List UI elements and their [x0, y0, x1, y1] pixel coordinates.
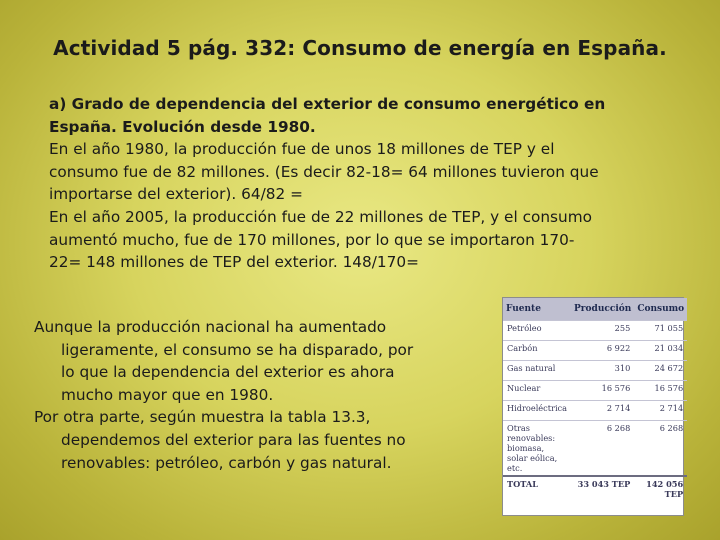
- text-line: dependemos del exterior para las fuentes no: [61, 430, 406, 449]
- table-row: [503, 381, 687, 401]
- table-total-row: [503, 476, 687, 509]
- conclusion-text: [34, 316, 474, 474]
- header-fuente: Fuente: [503, 298, 571, 321]
- cell-produccion: 6 268: [571, 421, 634, 477]
- text-line: En el año 2005, la producción fue de 22 millones de TEP, y el consumo: [49, 207, 592, 226]
- table-row: [503, 421, 687, 477]
- paragraph-1980: [49, 138, 699, 206]
- text-line: 22= 148 millones de TEP del exterior. 148/170=: [49, 253, 419, 272]
- paragraph-2005: [49, 206, 699, 274]
- text-line: mucho mayor que en 1980.: [61, 385, 274, 404]
- text-line: ligeramente, el consumo se ha disparado, por: [61, 340, 414, 359]
- energy-table: [502, 297, 684, 516]
- table-row: [503, 341, 687, 361]
- text-line: renovables: petróleo, carbón y gas natural.: [61, 453, 392, 472]
- cell-produccion: 310: [571, 361, 634, 381]
- cell-consumo: 16 576: [634, 381, 687, 401]
- table-row: [503, 321, 687, 341]
- header-consumo: Consumo: [634, 298, 687, 321]
- cell-consumo: 21 034: [634, 341, 687, 361]
- section-a-heading: [49, 93, 699, 138]
- text-line: En el año 1980, la producción fue de unos 18 millones de TEP y el: [49, 140, 555, 159]
- cell-fuente: Petróleo: [503, 321, 571, 341]
- cell-consumo: 6 268: [634, 421, 687, 477]
- cell-produccion: 16 576: [571, 381, 634, 401]
- cell-fuente: Nuclear: [503, 381, 571, 401]
- total-consumo: 142 056 TEP: [634, 476, 687, 509]
- conclusion-paragraph-2: [34, 406, 474, 474]
- heading-line: a) Grado de dependencia del exterior de consumo energético en: [49, 95, 606, 113]
- text-line: Aunque la producción nacional ha aumentado: [34, 318, 387, 336]
- table-header-row: [503, 298, 687, 321]
- cell-fuente: Otras renovables: biomasa, solar eólica, etc.: [503, 421, 571, 477]
- text-line: aumentó mucho, fue de 170 millones, por lo que se importaron 170-: [49, 230, 575, 249]
- cell-fuente: Hidroeléctrica: [503, 401, 571, 421]
- cell-produccion: 2 714: [571, 401, 634, 421]
- cell-fuente: Gas natural: [503, 361, 571, 381]
- header-produccion: Producción: [571, 298, 634, 321]
- cell-produccion: 255: [571, 321, 634, 341]
- table-row: [503, 361, 687, 381]
- cell-consumo: 24 672: [634, 361, 687, 381]
- section-a-text: [49, 93, 699, 274]
- text-line: consumo fue de 82 millones. (Es decir 82-18= 64 millones tuvieron que: [49, 162, 599, 181]
- slide-title: Actividad 5 pág. 332: Consumo de energía en España.: [53, 36, 667, 60]
- table-row: [503, 401, 687, 421]
- cell-fuente: Carbón: [503, 341, 571, 361]
- text-line: lo que la dependencia del exterior es ahora: [61, 363, 395, 382]
- total-produccion: 33 043 TEP: [571, 476, 634, 509]
- text-line: Por otra parte, según muestra la tabla 13.3,: [34, 408, 371, 427]
- cell-produccion: 6 922: [571, 341, 634, 361]
- conclusion-paragraph-1: [34, 316, 474, 406]
- text-line: importarse del exterior). 64/82 =: [49, 185, 303, 204]
- cell-consumo: 71 055: [634, 321, 687, 341]
- heading-line: España. Evolución desde 1980.: [49, 117, 316, 136]
- cell-consumo: 2 714: [634, 401, 687, 421]
- total-label: TOTAL: [503, 476, 571, 509]
